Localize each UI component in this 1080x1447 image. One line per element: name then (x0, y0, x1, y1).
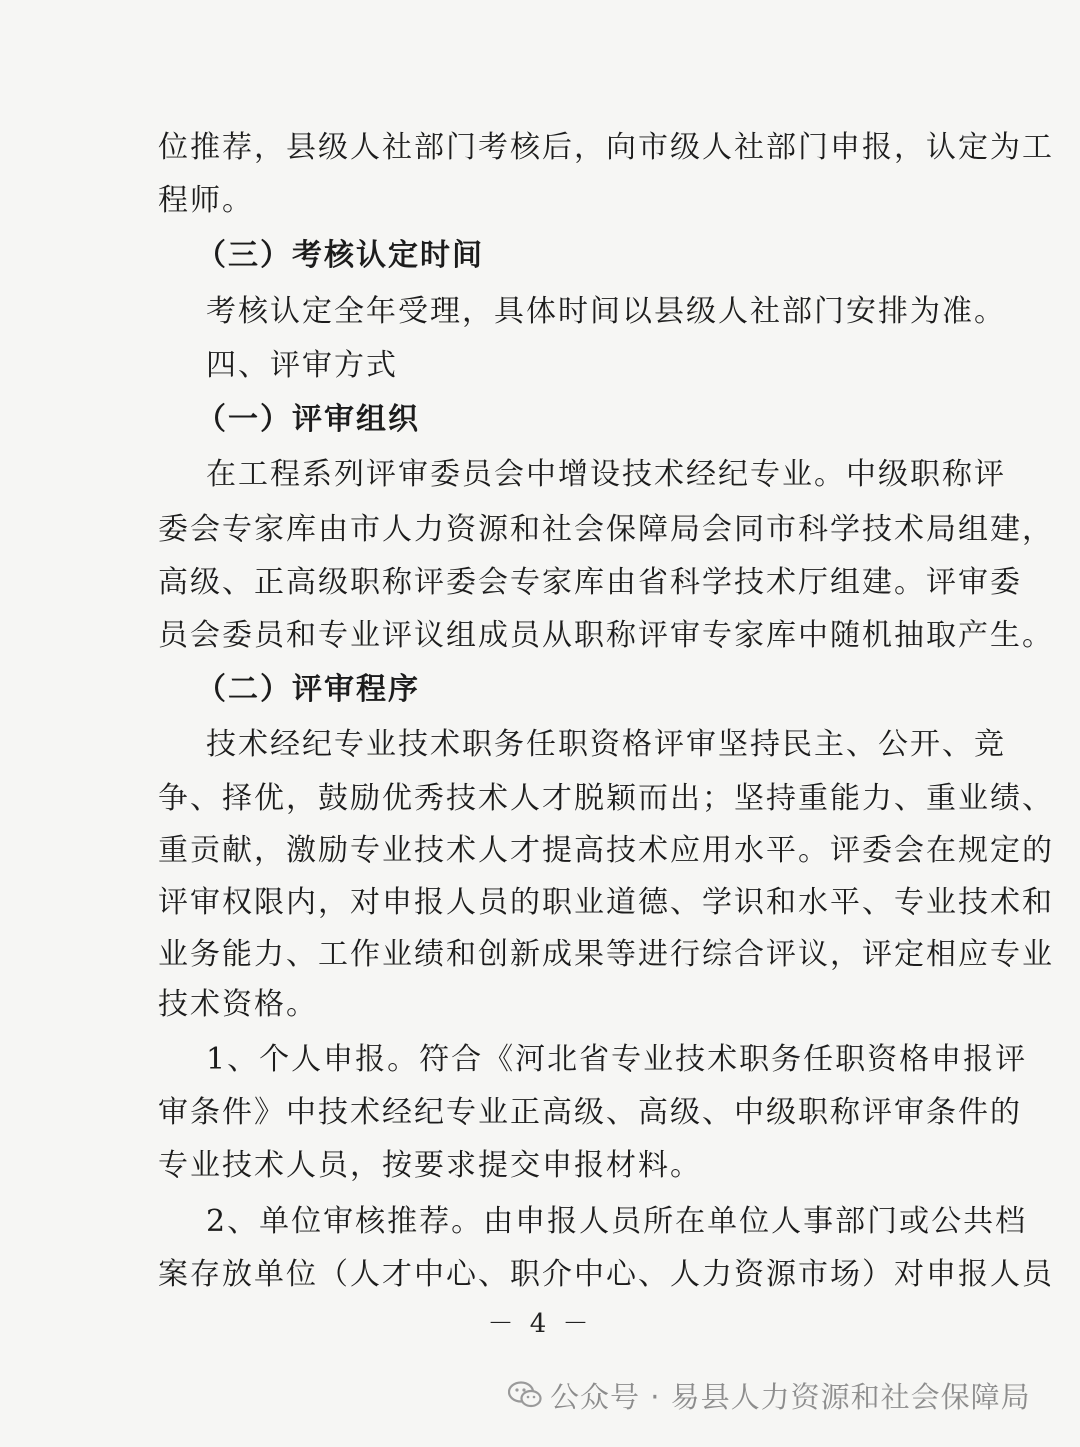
text-line: 专业技术人员，按要求提交申报材料。 (158, 1148, 702, 1183)
watermark-text: 公众号 · 易县人力资源和社会保障局 (550, 1379, 1031, 1414)
text-line: 员会委员和专业评议组成员从职称评审专家库中随机抽取产生。 (158, 618, 1054, 653)
text-line: 考核认定全年受理，具体时间以县级人社部门安排为准。 (206, 294, 1006, 329)
text-line: 业务能力、工作业绩和创新成果等进行综合评议，评定相应专业 (158, 937, 1054, 972)
page-number: － 4 － (487, 1309, 593, 1339)
watermark (508, 1372, 1031, 1418)
section-heading: （一）评审组织 (196, 402, 420, 437)
text-line: 2、单位审核推荐。由申报人员所在单位人事部门或公共档 (206, 1204, 1028, 1239)
section-heading: 四、评审方式 (206, 348, 398, 383)
wechat-icon (508, 1381, 542, 1409)
text-line: 高级、正高级职称评委会专家库由省科学技术厅组建。评审委 (158, 565, 1022, 600)
section-heading: （三）考核认定时间 (196, 238, 484, 273)
text-line: 案存放单位（人才中心、职介中心、人力资源市场）对申报人员 (158, 1257, 1054, 1292)
text-line: 委会专家库由市人力资源和社会保障局会同市科学技术局组建， (158, 512, 1054, 547)
text-line: 技术资格。 (158, 987, 318, 1022)
text-line: 程师。 (158, 183, 254, 218)
text-line: 审条件》中技术经纪专业正高级、高级、中级职称评审条件的 (158, 1095, 1022, 1130)
text-line: 1、个人申报。符合《河北省专业技术职务任职资格申报评 (206, 1042, 1028, 1077)
text-line: 在工程系列评审委员会中增设技术经纪专业。中级职称评 (206, 457, 1006, 492)
text-line: 位推荐，县级人社部门考核后，向市级人社部门申报，认定为工 (158, 130, 1054, 165)
text-line: 重贡献，激励专业技术人才提高技术应用水平。评委会在规定的 (158, 833, 1054, 868)
text-line: 争、择优，鼓励优秀技术人才脱颖而出；坚持重能力、重业绩、 (158, 781, 1054, 816)
section-heading: （二）评审程序 (196, 672, 420, 707)
text-line: 评审权限内，对申报人员的职业道德、学识和水平、专业技术和 (158, 885, 1054, 920)
text-line: 技术经纪专业技术职务任职资格评审坚持民主、公开、竞 (206, 727, 1006, 762)
